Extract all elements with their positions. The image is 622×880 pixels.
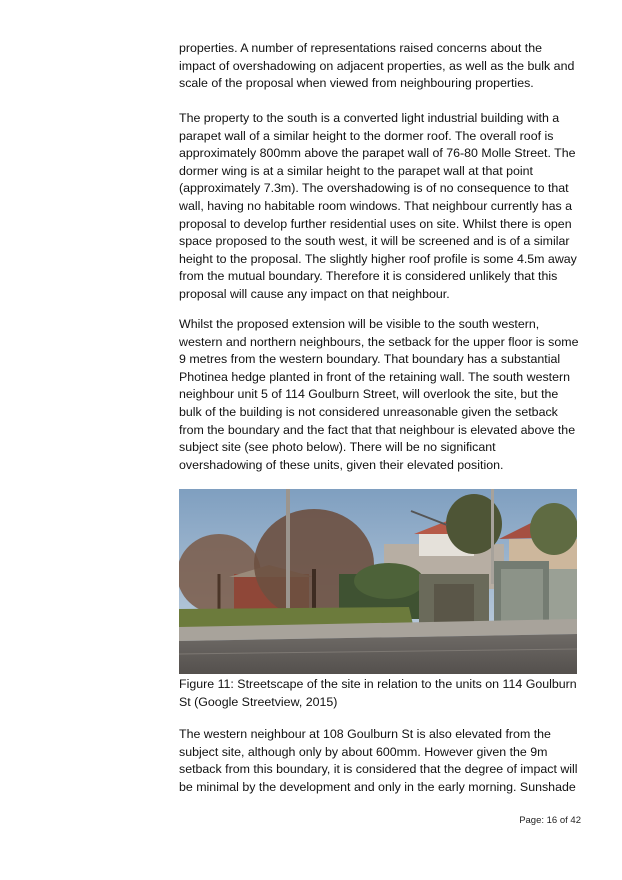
- paragraph-108-goulburn: The western neighbour at 108 Goulburn St is also elevated from the subject site, although only by about 600mm. However given the 9m setback from this boundary, it is considered that the degree of impact will be minimal by the development and only in the early morning. Sunshade: [179, 727, 578, 794]
- paragraph-south-neighbour: The property to the south is a converted light industrial building with a parapet wall of a similar height to the dormer roof. The overall roof is approximately 800mm above the parapet wall of 76-80 Molle Street. The dormer wing is at a similar height to the parapet wall at that point (approximately 7.3m). The overshadowing is of no consequence to that wall, having no habitable room windows. That neighbour currently has a proposal to develop further residential uses on site. Whilst there is open space proposed to the south west, it will be screened and is of a similar height to the proposal. The slightly higher roof profile is some 4.5m away from the mutual boundary. Therefore it is considered unlikely that this proposal will cause any impact on that neighbour.: [179, 111, 577, 301]
- paragraph-western-neighbours: Whilst the proposed extension will be visible to the south western, western and northern neighbours, the setback for the upper floor is some 9 metres from the western boundary. That boundary has a substantial Photinea hedge planted in front of the retaining wall. The south western neighbour unit 5 of 114 Goulburn Street, will overlook the site, but the bulk of the building is not considered unreasonable given the setback from the boundary and the fact that that neighbour is elevated above the subject site (see photo below). There will be no significant overshadowing of these units, given their elevated position.: [179, 317, 579, 472]
- page-number: Page: 16 of 42: [519, 815, 581, 826]
- streetscape-photo: [179, 489, 577, 674]
- paragraph-representations: properties. A number of representations raised concerns about the impact of overshadowing on adjacent properties, as well as the bulk and scale of the proposal when viewed from neighbouring properties.: [179, 41, 575, 91]
- figure-caption: Figure 11: Streetscape of the site in relation to the units on 114 Goulburn St (Google Streetview, 2015): [179, 677, 577, 709]
